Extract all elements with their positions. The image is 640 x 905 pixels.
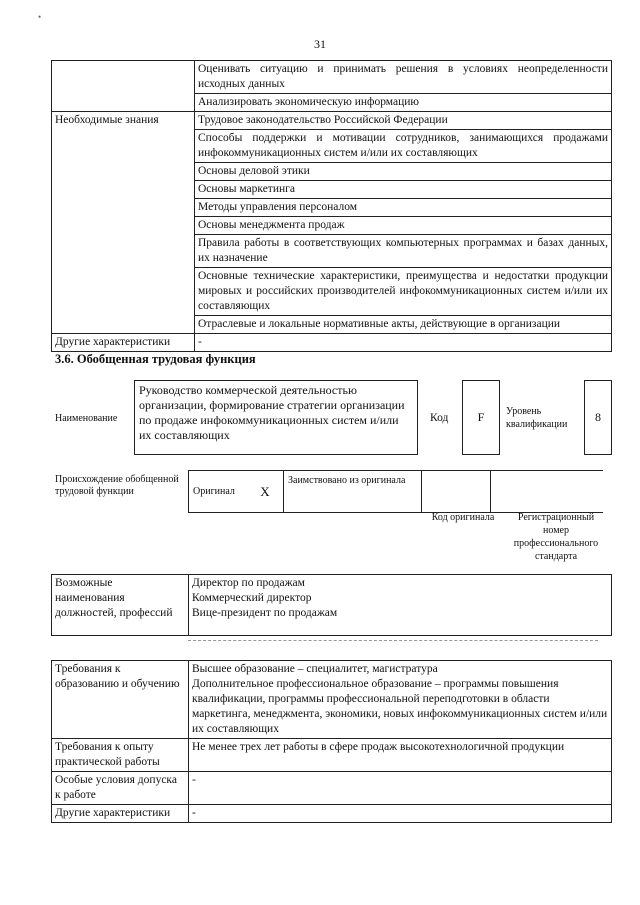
table-row (52, 772, 612, 805)
list-item: Директор по продажам (192, 577, 305, 589)
knowledge-cell: Основные технические характеристики, преимущества и недостатки продукции мировых и российских производителей инфокоммуникационных систем и/или их составляющих (195, 268, 612, 316)
function-name-box: Руководство коммерческой деятельностью организации, формирование стратегии организации по продаже инфокоммуникационных систем и/или их составляющих (134, 380, 418, 455)
section-title: 3.6. Обобщенная трудовая функция (55, 352, 256, 366)
name-label: Наименование (55, 413, 118, 424)
knowledge-cell: Основы маркетинга (195, 181, 612, 199)
requirements-table (51, 660, 612, 823)
knowledge-cell: Трудовое законодательство Российской Федерации (195, 112, 612, 130)
req-label: Другие характеристики (52, 805, 189, 823)
req-value: - (189, 772, 612, 805)
knowledge-cell: Основы деловой этики (195, 163, 612, 181)
borrowed-label: Заимствовано из оригинала (284, 471, 422, 513)
table-row (52, 61, 612, 94)
req-value: - (189, 805, 612, 823)
req-value: Не менее трех лет работы в сфере продаж высокотехнологичной продукции (189, 739, 612, 772)
row-label-knowledge: Необходимые знания (52, 112, 195, 334)
positions-list (189, 575, 612, 636)
knowledge-cell: Способы поддержки и мотивации сотрудников, занимающихся продажами инфокоммуникационных систем и/или их составляющих (195, 130, 612, 163)
table-row (52, 661, 612, 739)
req-label: Особые условия допуска к работе (52, 772, 189, 805)
list-item: Вице-президент по продажам (192, 607, 338, 619)
req-label: Требования к опыту практической работы (52, 739, 189, 772)
positions-table (51, 574, 612, 636)
table-row (52, 334, 612, 352)
table-row (52, 112, 612, 130)
origin-table (188, 470, 603, 513)
knowledge-cell: Отраслевые и локальные нормативные акты, действующие в организации (195, 316, 612, 334)
skill-cell: Оценивать ситуацию и принимать решения в условиях неопределенности исходных данных (195, 61, 612, 94)
req-value (189, 661, 612, 739)
code-value-box: F (462, 380, 500, 455)
level-value-box: 8 (584, 380, 612, 455)
table-row (52, 575, 612, 636)
code-original-cell (422, 471, 491, 513)
list-item: Дополнительное профессиональное образование – программы повышения квалификации, программы профессиональной переподготовки в области маркетинга, менеджмента, экономики, новых инфокоммуникационных систем и/или их составляющих (192, 678, 608, 735)
original-mark: X (247, 471, 284, 513)
row-label-other: Другие характеристики (52, 334, 195, 352)
knowledge-cell: Методы управления персоналом (195, 199, 612, 217)
row-label (52, 61, 195, 112)
list-item: Коммерческий директор (192, 592, 312, 604)
list-item: Высшее образование – специалитет, магистратура (192, 663, 438, 675)
level-label: Уровень квалификации (506, 406, 568, 430)
req-label: Требования к образованию и обучению (52, 661, 189, 739)
knowledge-cell: Основы менеджмента продаж (195, 217, 612, 235)
reg-number-caption: Регистрационный номер профессионального стандарта (513, 512, 599, 562)
other-cell: - (195, 334, 612, 352)
code-label: Код (430, 412, 449, 424)
table-row (52, 805, 612, 823)
skill-cell: Анализировать экономическую информацию (195, 94, 612, 112)
knowledge-cell: Правила работы в соответствующих компьютерных программах и базах данных, их назначение (195, 235, 612, 268)
table-row (52, 739, 612, 772)
origin-label: Происхождение обобщенной трудовой функции (55, 474, 179, 497)
corner-mark: • (38, 12, 42, 22)
page-number: 31 (314, 37, 326, 51)
code-original-caption: Код оригинала (431, 512, 495, 523)
skills-table (51, 60, 612, 352)
positions-label: Возможные наименования должностей, профессий (52, 575, 189, 636)
reg-number-cell (491, 471, 604, 513)
divider (188, 640, 598, 641)
original-label: Оригинал (189, 471, 248, 513)
